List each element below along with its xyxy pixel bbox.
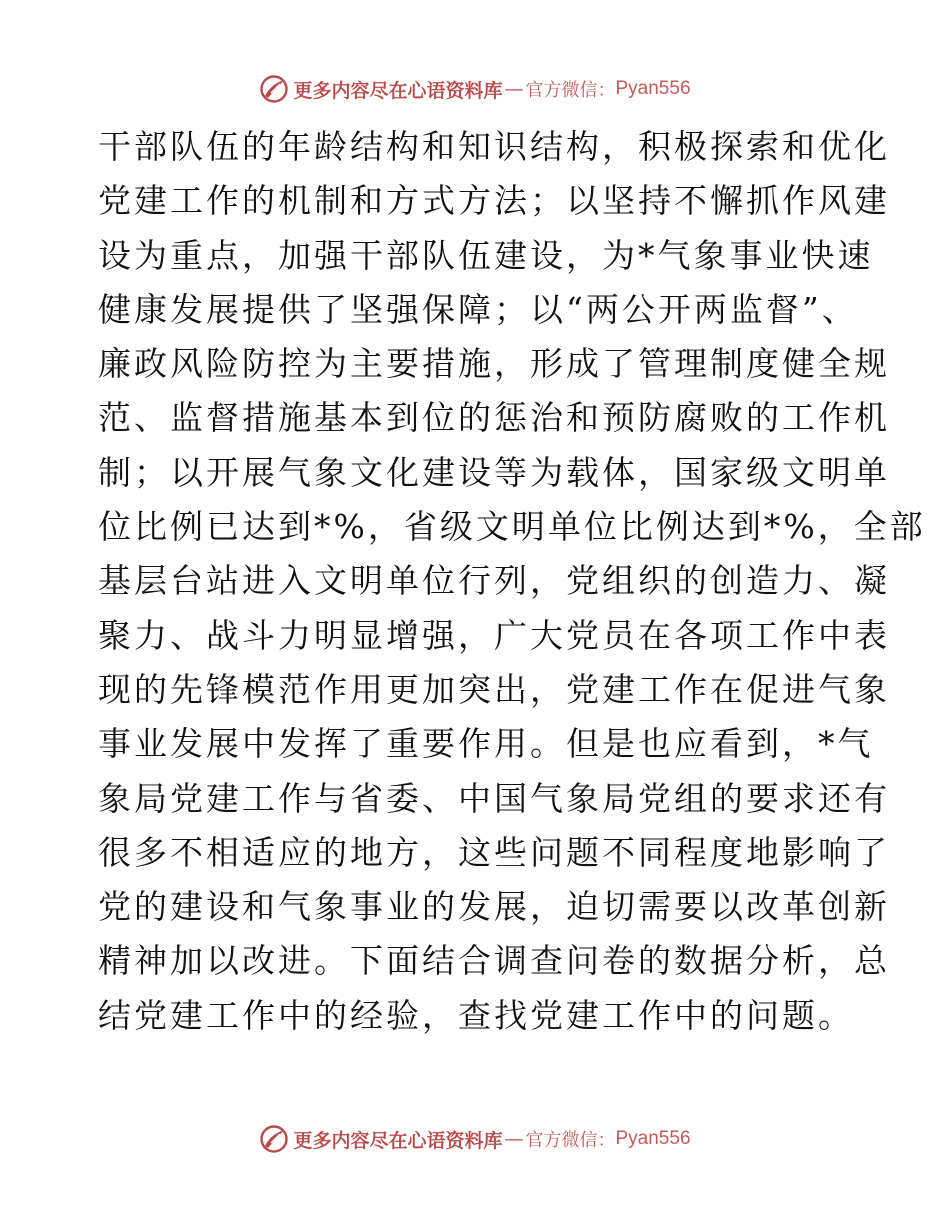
body-line: 象局党建工作与省委、中国气象局党组的要求还有 [98,778,890,818]
watermark-wechat-id: Pyan556 [615,78,691,99]
watermark-wechat-id: Pyan556 [615,1128,691,1149]
body-line: 健康发展提供了坚强保障；以“两公开两监督”、 [98,289,858,329]
body-line: 位比例已达到*%，省级文明单位比例达到*%，全部 [98,507,926,547]
watermark-separator: — [504,78,524,100]
body-line: 制；以开展气象文化建设等为载体，国家级文明单 [98,452,890,492]
body-line: 廉政风险防控为主要措施，形成了管理制度健全规 [98,344,890,384]
document-body [98,120,926,1043]
body-line: 事业发展中发挥了重要作用。但是也应看到，*气 [98,724,874,764]
logo-icon [259,74,289,104]
watermark-main-text: 更多内容尽在心语资料库 [293,1129,503,1152]
footer-watermark [0,1122,950,1156]
body-line: 党的建设和气象事业的发展，迫切需要以改革创新 [98,887,890,927]
body-line: 聚力、战斗力明显增强，广大党员在各项工作中表 [98,615,890,655]
body-line: 基层台站进入文明单位行列，党组织的创造力、凝 [98,561,890,601]
body-line: 干部队伍的年龄结构和知识结构，积极探索和优化 [98,127,890,166]
body-line: 设为重点，加强干部队伍建设，为*气象事业快速 [98,235,874,275]
body-line: 党建工作的机制和方式方法；以坚持不懈抓作风建 [98,181,890,221]
watermark-label: 官方微信： [525,80,616,101]
body-line: 现的先锋模范作用更加突出，党建工作在促进气象 [98,669,890,709]
header-watermark [0,72,950,106]
body-line: 范、监督措施基本到位的惩治和预防腐败的工作机 [98,398,890,438]
watermark-separator: — [504,1128,524,1150]
body-line: 很多不相适应的地方，这些问题不同程度地影响了 [98,832,890,872]
logo-icon [259,1124,289,1154]
watermark-main-text: 更多内容尽在心语资料库 [293,79,503,102]
watermark-label: 官方微信： [525,1130,616,1151]
body-line: 结党建工作中的经验，查找党建工作中的问题。 [98,995,854,1035]
body-line: 精神加以改进。下面结合调查问卷的数据分析，总 [98,941,890,981]
